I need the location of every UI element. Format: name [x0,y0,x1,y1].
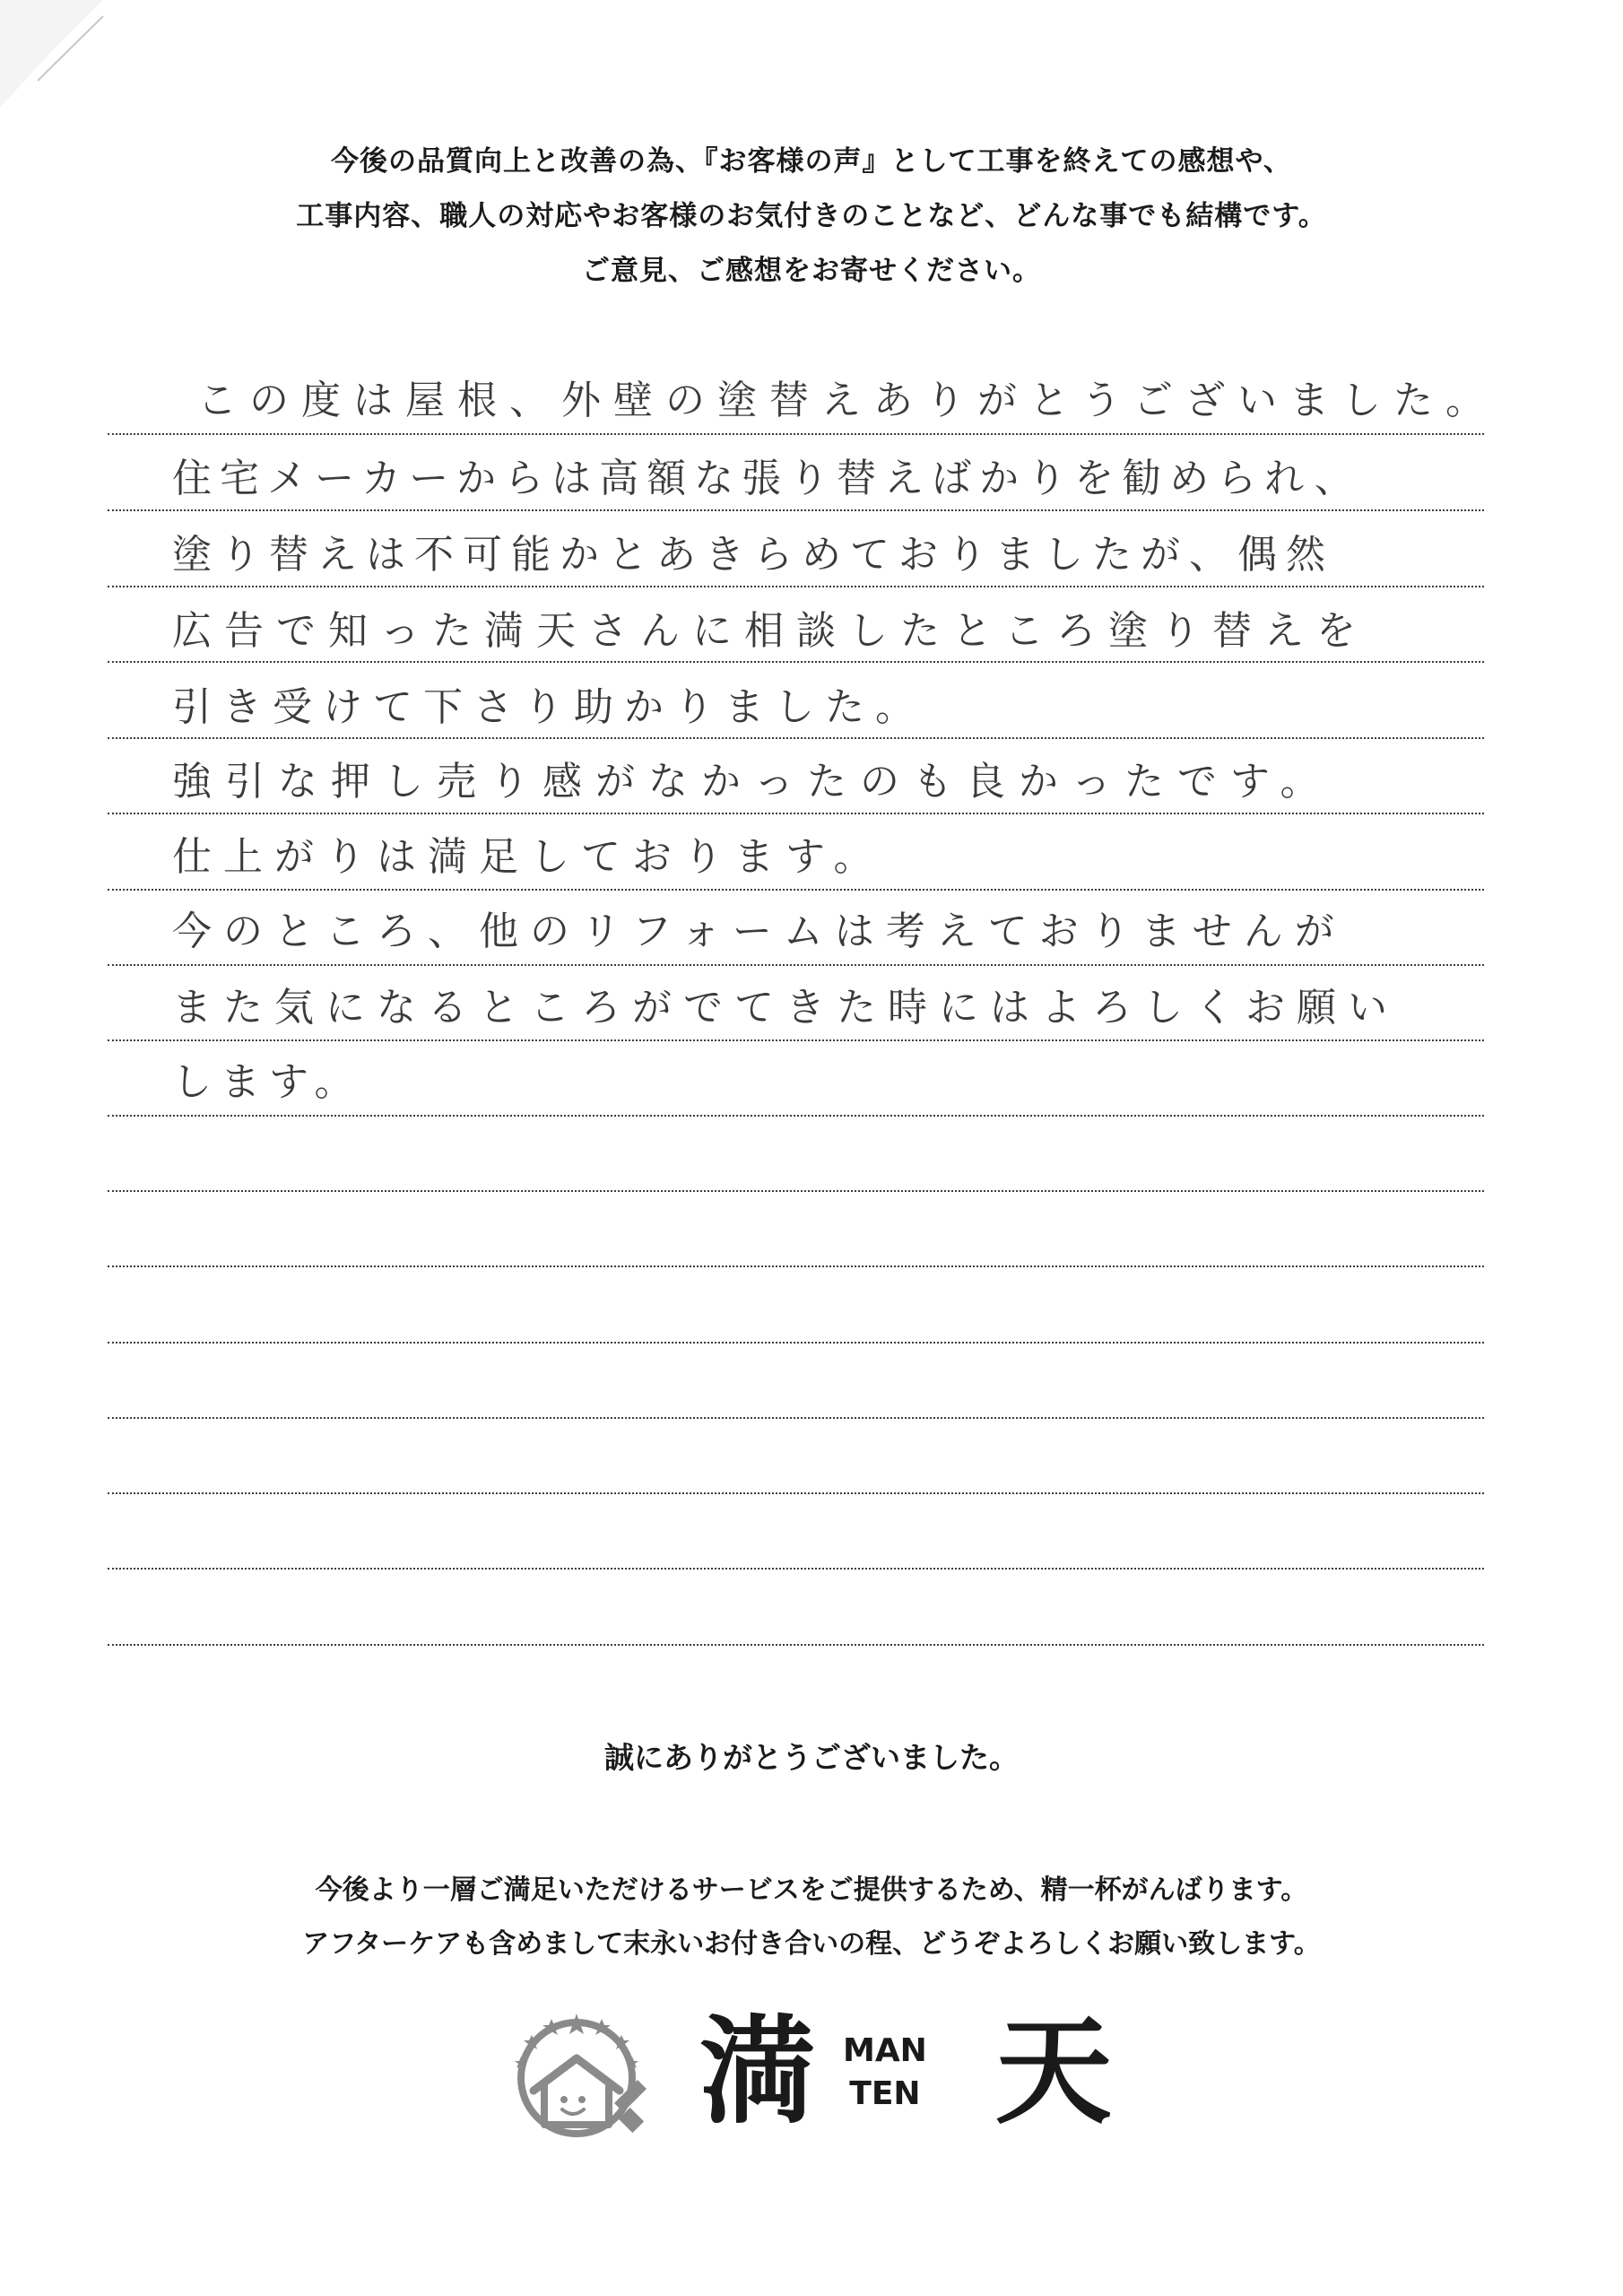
logo-kanji-man: 満 [699,2004,817,2140]
closing-message [0,1864,1623,1971]
rule-line [108,661,1484,663]
closing-line-2: アフターケアも含めまして末永いお付き合いの程、どうぞよろしくお願い致します。 [302,1928,1321,1960]
handwritten-line-10: します。 [172,1059,363,1105]
rule-line [108,1568,1484,1570]
rule-line [108,737,1484,739]
logo-roman-man: MAN [843,2032,927,2069]
rule-line [108,1115,1484,1117]
closing-line-1: 今後より一層ご満足いただけるサービスをご提供するため、精一杯がんばります。 [315,1874,1308,1906]
rule-line [108,1644,1484,1646]
handwritten-line-1: この度は屋根、外壁の塗替えありがとうございました。 [197,378,1497,423]
logo-roman-text [843,2030,927,2116]
rule-line [108,1039,1484,1041]
thanks-message: 誠にありがとうございました。 [604,1740,1019,1775]
manten-logo [489,2005,1134,2148]
rule-line [108,889,1484,891]
house-smile-icon [489,2005,668,2148]
rule-line [108,1417,1484,1419]
handwritten-line-5: 引き受けて下さり助かりました。 [172,684,925,730]
header-line-3: ご意見、ご感想をお寄せください。 [582,255,1041,287]
page-corner-fold [0,0,108,108]
rule-line [108,1265,1484,1267]
rule-line [108,433,1484,435]
rule-line [108,1190,1484,1192]
handwritten-line-7: 仕上がりは満足しております。 [172,834,885,880]
handwritten-line-8: 今のところ、他のリフォームは考えておりませんが [172,909,1346,954]
rule-line [108,509,1484,511]
rule-line [108,964,1484,966]
logo-roman-ten: TEN [849,2075,921,2112]
handwritten-line-3: 塗り替えは不可能かとあきらめておりましたが、偶然 [172,532,1334,578]
handwritten-line-6: 強引な押し売り感がなかったのも良かったです。 [172,759,1333,804]
header-line-2: 工事内容、職人の対応やお客様のお気付きのことなど、どんな事でも結構です。 [296,200,1327,232]
rule-line [108,1492,1484,1494]
logo-kanji-ten: 天 [995,2004,1113,2140]
handwritten-line-9: また気になるところがでてきた時にはよろしくお願い [172,985,1399,1031]
header-line-1: 今後の品質向上と改善の為、『お客様の声』として工事を終えての感想や、 [331,145,1292,178]
handwritten-line-2: 住宅メーカーからは高額な張り替えばかりを勧められ、 [172,456,1362,501]
handwritten-line-4: 広告で知った満天さんに相談したところ塗り替えを [172,608,1368,654]
rule-line [108,586,1484,587]
rule-line [108,1342,1484,1344]
rule-line [108,813,1484,814]
